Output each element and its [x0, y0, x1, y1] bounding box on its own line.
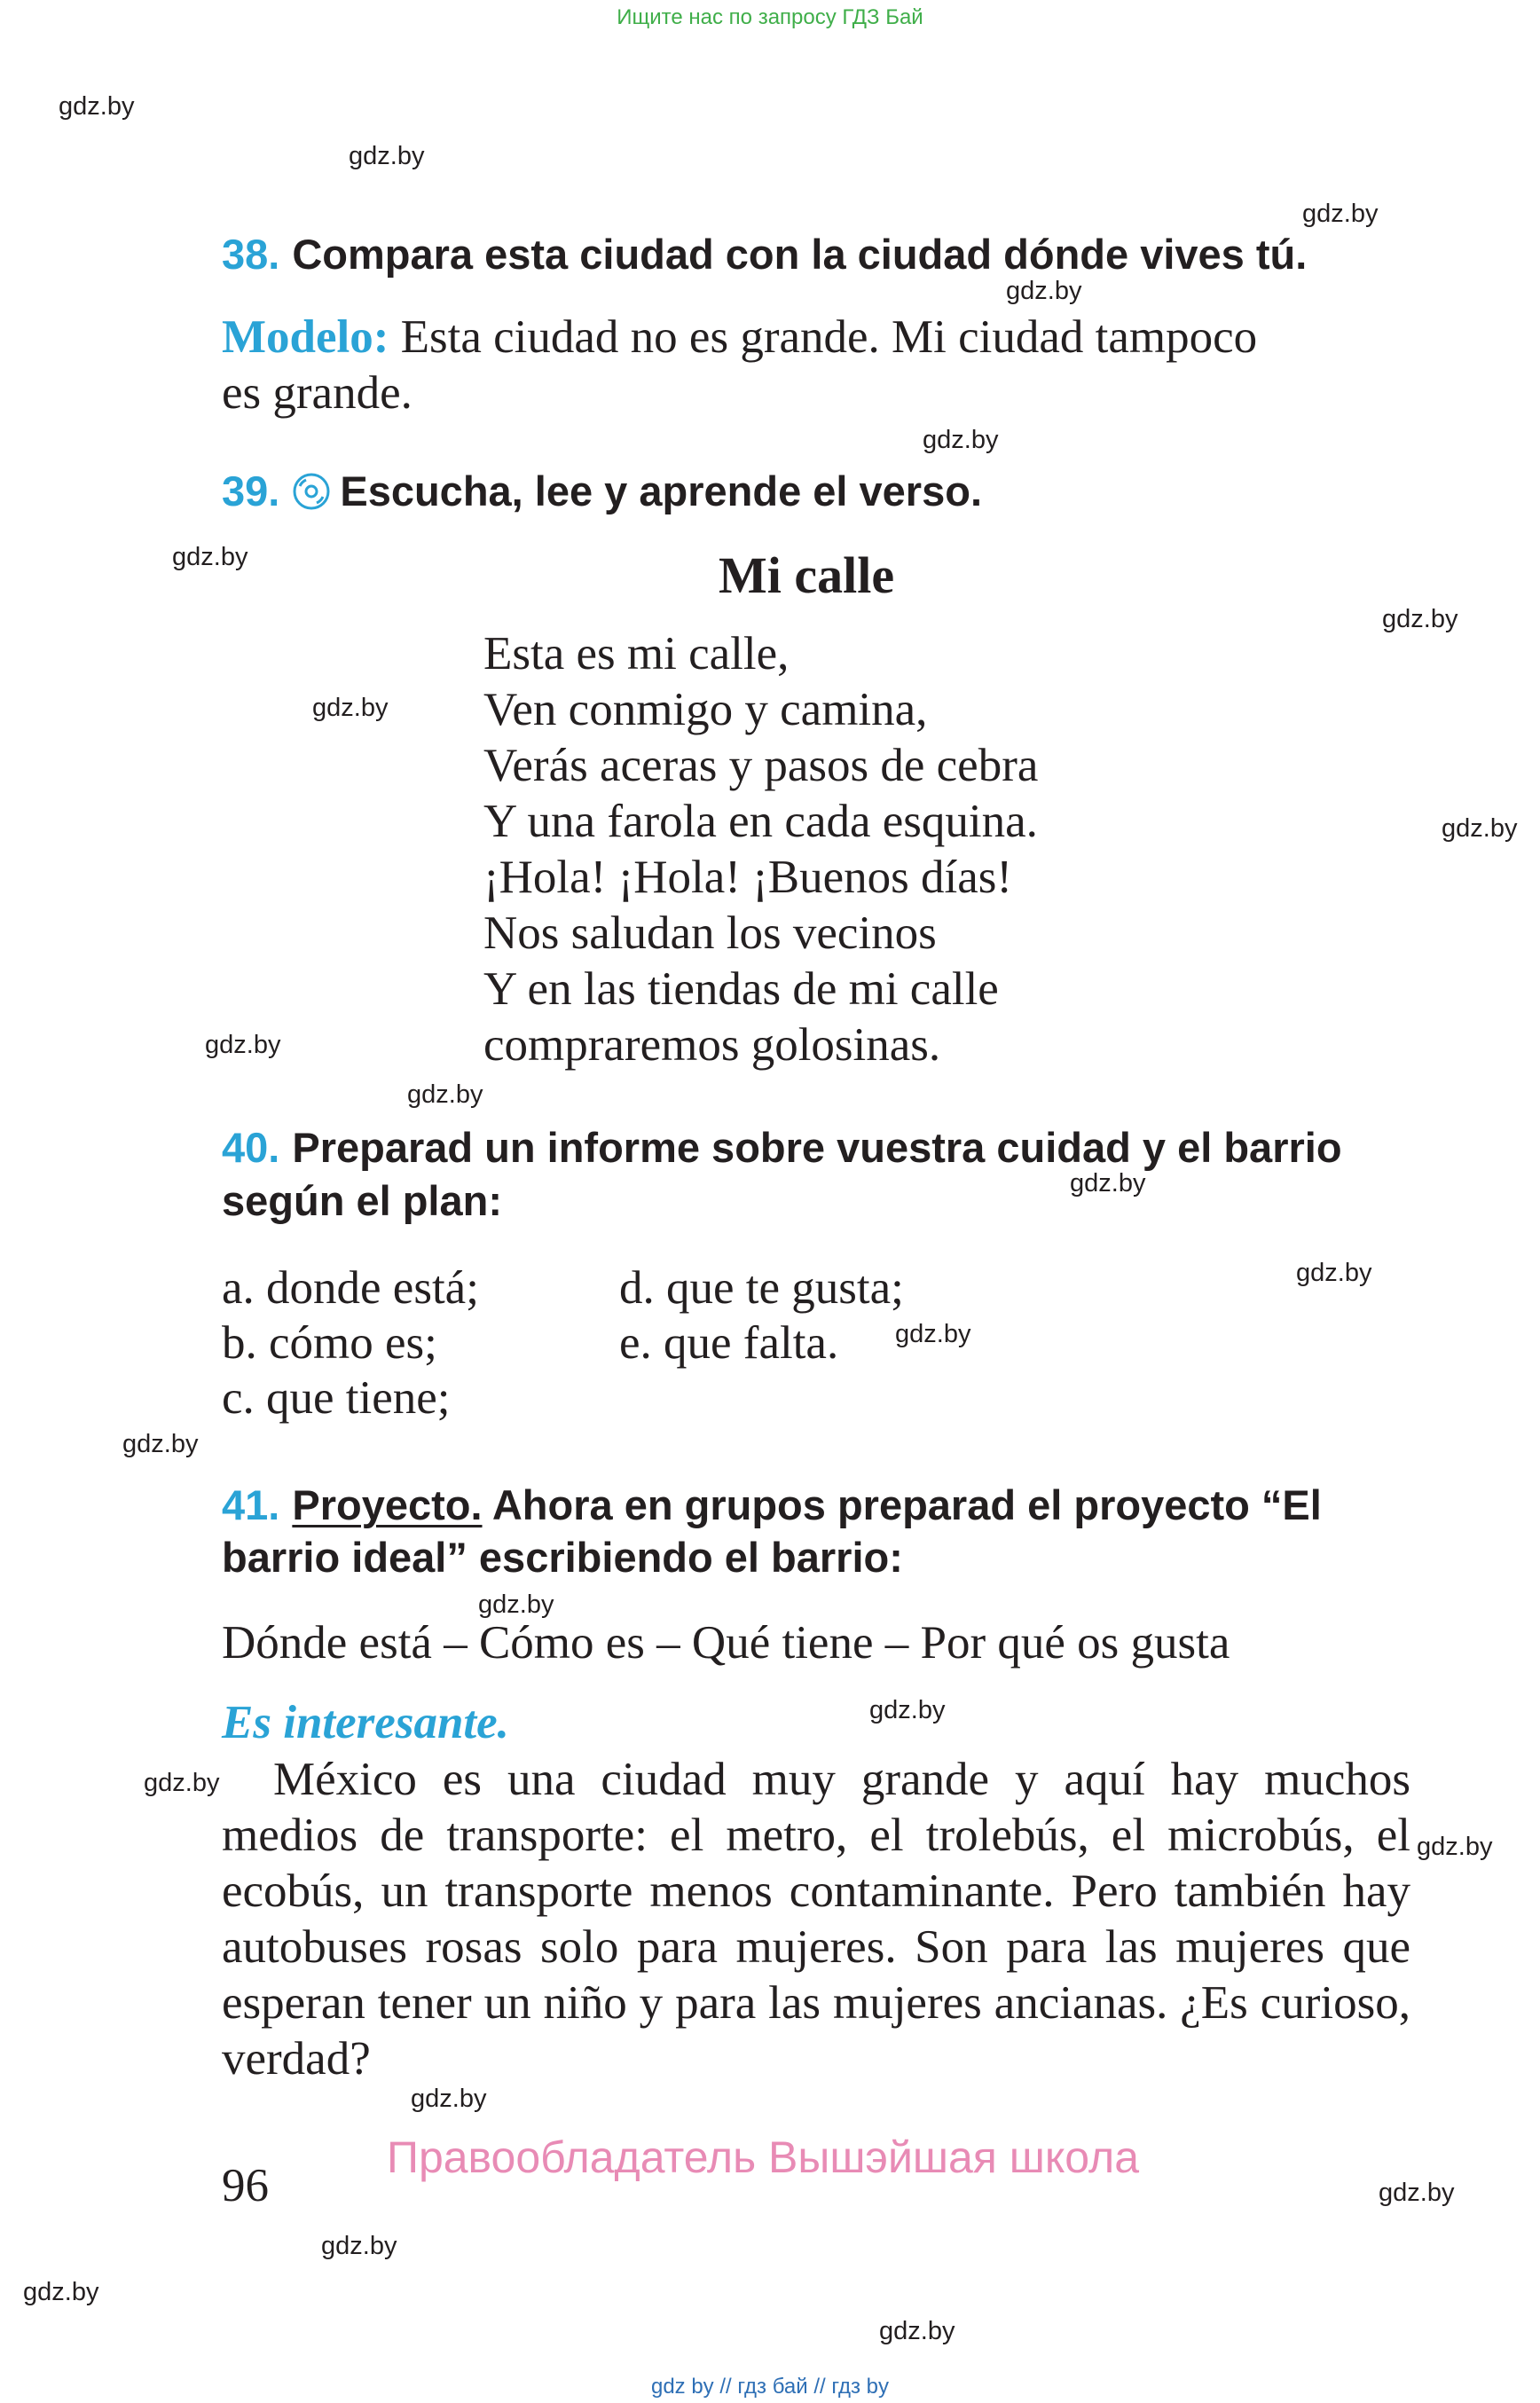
modelo-text-continued: es grande. — [222, 367, 412, 419]
watermark: gdz.by — [1302, 200, 1379, 228]
modelo-text: Esta ciudad no es grande. Mi ciudad tampoco — [400, 311, 1258, 363]
task-40-heading — [222, 1122, 1342, 1174]
top-banner: Ищите нас по запросу ГДЗ Бай — [617, 5, 923, 29]
poem — [483, 626, 1038, 1073]
task-41-heading — [222, 1480, 1322, 1531]
es-interesante-paragraph: México es una ciudad muy grande y aquí hay muchos medios de transporte: el metro, el trolebús, el microbús, el ecobús, un transporte menos contaminante. Pero también hay autobuses rosas solo para mujeres. Son para las mujeres que esperan tener un niño y para las mujeres ancianas. ¿Es curioso, verdad? — [222, 1754, 1410, 2085]
watermark: gdz.by — [144, 1769, 220, 1797]
footer-links[interactable]: gdz by // гдз бай // гдз by — [650, 2375, 890, 2399]
poem-line: compraremos golosinas. — [483, 1019, 941, 1071]
watermark: gdz.by — [1070, 1169, 1146, 1198]
watermark: gdz.by — [869, 1696, 946, 1724]
watermark: gdz.by — [1442, 814, 1518, 843]
task-instruction-continued: según el plan: — [222, 1177, 502, 1224]
poem-line: Nos saludan los vecinos — [483, 907, 937, 959]
plan-item: e. que falta. — [619, 1317, 839, 1369]
watermark: gdz.by — [59, 92, 135, 121]
poem-line: Y una farola en cada esquina. — [483, 796, 1038, 847]
watermark: gdz.by — [1379, 2179, 1455, 2207]
watermark: gdz.by — [1417, 1833, 1493, 1861]
watermark: gdz.by — [1296, 1259, 1372, 1287]
poem-title: Mi calle — [719, 546, 895, 604]
watermark: gdz.by — [122, 1430, 199, 1458]
watermark: gdz.by — [407, 1080, 483, 1109]
watermark: gdz.by — [895, 1320, 971, 1348]
watermark: gdz.by — [923, 426, 999, 454]
page-number: 96 — [222, 2160, 269, 2211]
watermark: gdz.by — [321, 2232, 397, 2260]
watermark: gdz.by — [1382, 605, 1458, 633]
watermark: gdz.by — [23, 2278, 99, 2306]
task-instruction: Compara esta ciudad con la ciudad dónde vives tú. — [292, 231, 1308, 278]
watermark: gdz.by — [312, 694, 389, 722]
modelo-label: Modelo: — [222, 311, 389, 363]
watermark: gdz.by — [411, 2085, 487, 2113]
rights-holder: Правообладатель Вышэйшая школа — [387, 2132, 1139, 2182]
poem-line: Y en las tiendas de mi calle — [483, 963, 999, 1015]
task-number: 38. — [222, 231, 280, 278]
project-plan: Dónde está – Cómo es – Qué tiene – Por qué os gusta — [222, 1617, 1230, 1669]
watermark: gdz.by — [1006, 277, 1082, 305]
audio-disc-icon — [292, 471, 331, 522]
watermark: gdz.by — [478, 1590, 554, 1619]
proyecto-label: Proyecto. — [292, 1481, 483, 1528]
task-number: 41. — [222, 1481, 280, 1528]
modelo-line — [222, 310, 1257, 364]
es-interesante-heading: Es interesante. — [222, 1697, 509, 1748]
poem-line: ¡Hola! ¡Hola! ¡Buenos días! — [483, 852, 1013, 903]
task-39-heading — [222, 466, 982, 522]
task-instruction-continued: barrio ideal” escribiendo el barrio: — [222, 1534, 903, 1581]
watermark: gdz.by — [172, 543, 248, 571]
watermark: gdz.by — [349, 142, 425, 170]
watermark: gdz.by — [879, 2317, 955, 2345]
task-instruction: Preparad un informe sobre vuestra cuidad y el barrio — [292, 1124, 1342, 1171]
poem-line: Verás aceras y pasos de cebra — [483, 740, 1039, 791]
task-number: 40. — [222, 1124, 280, 1171]
task-number: 39. — [222, 467, 280, 514]
plan-item: d. que te gusta; — [619, 1262, 904, 1314]
plan-item: b. cómo es; — [222, 1317, 437, 1369]
poem-line: Ven conmigo y camina, — [483, 684, 928, 735]
task-instruction: Ahora en grupos preparad el proyecto “El — [491, 1481, 1322, 1528]
poem-line: Esta es mi calle, — [483, 628, 790, 679]
task-instruction: Escucha, lee y aprende el verso. — [340, 467, 983, 514]
watermark: gdz.by — [205, 1031, 281, 1059]
plan-item: c. que tiene; — [222, 1372, 451, 1424]
plan-item: a. donde está; — [222, 1262, 479, 1314]
task-38-heading — [222, 229, 1307, 280]
